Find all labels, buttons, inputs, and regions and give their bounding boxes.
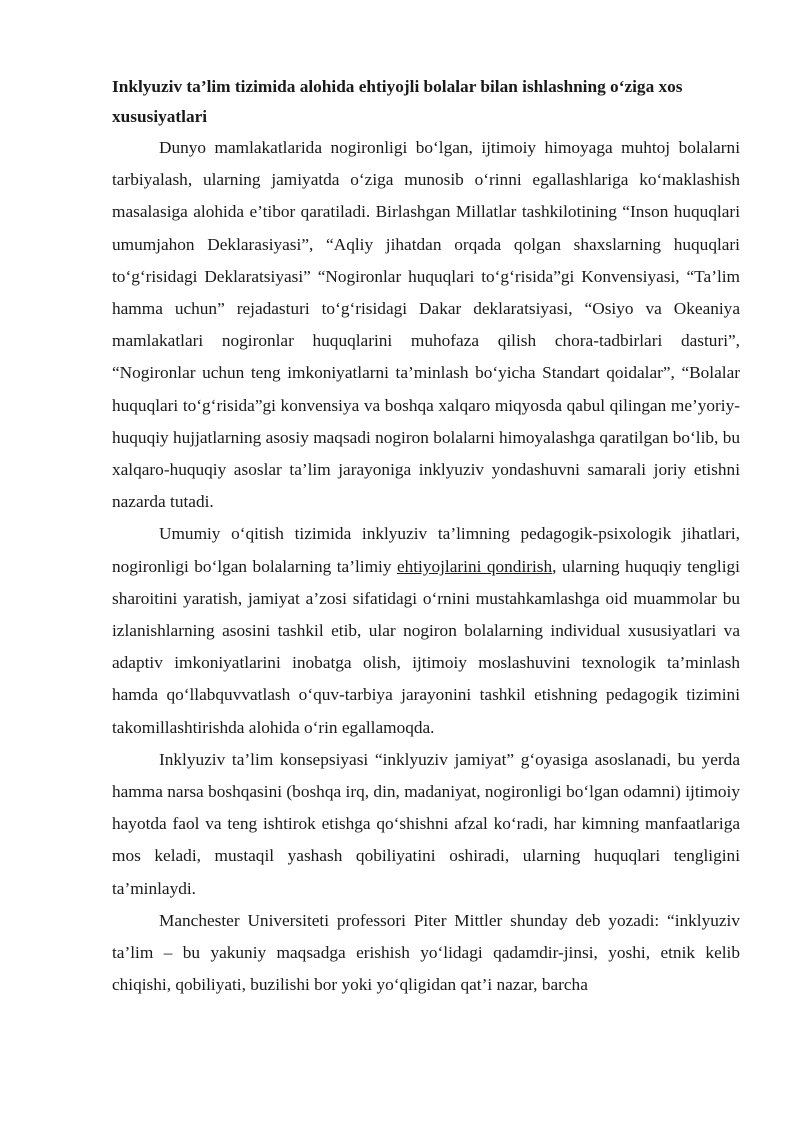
document-page: [112, 72, 740, 1001]
paragraph-text-after: , ularning huquqiy tengligi sharoitini yaratish, jamiyat a’zosi sifatidagi o‘rnini mustahkamlashga oid muammolar bu izlanishlarning asosini tashkil etib, ular nogiron bolalarning individual xususiyatlari va adaptiv imkoniyatlarini inobatga olish, ijtimoiy moslashuvini texnologik ta’minlash hamda qo‘llabquvvatlash o‘quv-tarbiya jarayonini tashkil etishning pedagogik tizimini takomillashtirishda alohida o‘rin egallamoqda.: [112, 556, 740, 737]
paragraph-text-before: Umumiy o‘qitish tizimida inklyuziv ta’limning pedagogik-psixologik jihatlari, nogironligi bo‘lgan bolalarning ta’limiy: [112, 524, 740, 576]
paragraph-inclusive-concept: Inklyuziv ta’lim konsepsiyasi “inklyuziv jamiyat” g‘oyasiga asoslanadi, bu yerda hamma narsa boshqasini (boshqa irq, din, madaniyat, nogironligi bo‘lgan odamni) ijtimoiy hayotda faol va teng ishtirok etishga qo‘shishni afzal ko‘radi, har kimning manfaatlariga mos keladi, mustaqil yashash qobiliyatini oshiradi, ularning huquqlari tengligini ta’minlaydi.: [112, 749, 740, 898]
document-title: Inklyuziv ta’lim tizimida alohida ehtiyojli bolalar bilan ishlashning o‘ziga xos xususiyatlari: [112, 77, 683, 126]
paragraph-mittler-quote: Manchester Universiteti professori Piter Mittler shunday deb yozadi: “inklyuziv ta’lim – bu yakuniy maqsadga erishish yo‘lidagi qadamdir-jinsi, yoshi, etnik kelib chiqishi, qobiliyati, buzilishi bor yoki yo‘qligidan qat’i nazar, barcha: [112, 910, 740, 995]
underlined-phrase: ehtiyojlarini qondirish: [396, 556, 553, 576]
paragraph-pedagogical-aspects: [112, 518, 740, 743]
paragraph-international-documents: Dunyo mamlakatlarida nogironligi bo‘lgan, ijtimoiy himoyaga muhtoj bolalarni tarbiyalash, ularning jamiyatda o‘ziga munosib o‘rinni egallashlariga ko‘maklashish masalasiga alohida e’tibor qaratiladi. Birlashgan Millatlar tashkilotining “Inson huquqlari umumjahon Deklarasiyasi”, “Aqliy jihatdan orqada qolgan shaxslarning huquqlari to‘g‘risidagi Deklaratsiyasi” “Nogironlar huquqlari to‘g‘risida”gi Konvensiyasi, “Ta’lim hamma uchun” rejadasturi to‘g‘risidagi Dakar deklaratsiyasi, “Osiyo va Okeaniya mamlakatlari nogironlar huquqlarini muhofaza qilish chora-tadbirlari dasturi”, “Nogironlar uchun teng imkoniyatlarni ta’minlash bo‘yicha Standart qoidalar”, “Bolalar huquqlari to‘g‘risida”gi konvensiya va boshqa xalqaro miqyosda qabul qilingan me’yoriy-huquqiy hujjatlarning asosiy maqsadi nogiron bolalarni himoyalashga qaratilgan bo‘lib, bu xalqaro-huquqiy asoslar ta’lim jarayoniga inklyuziv yondashuvni samarali joriy etishni nazarda tutadi.: [112, 138, 740, 512]
